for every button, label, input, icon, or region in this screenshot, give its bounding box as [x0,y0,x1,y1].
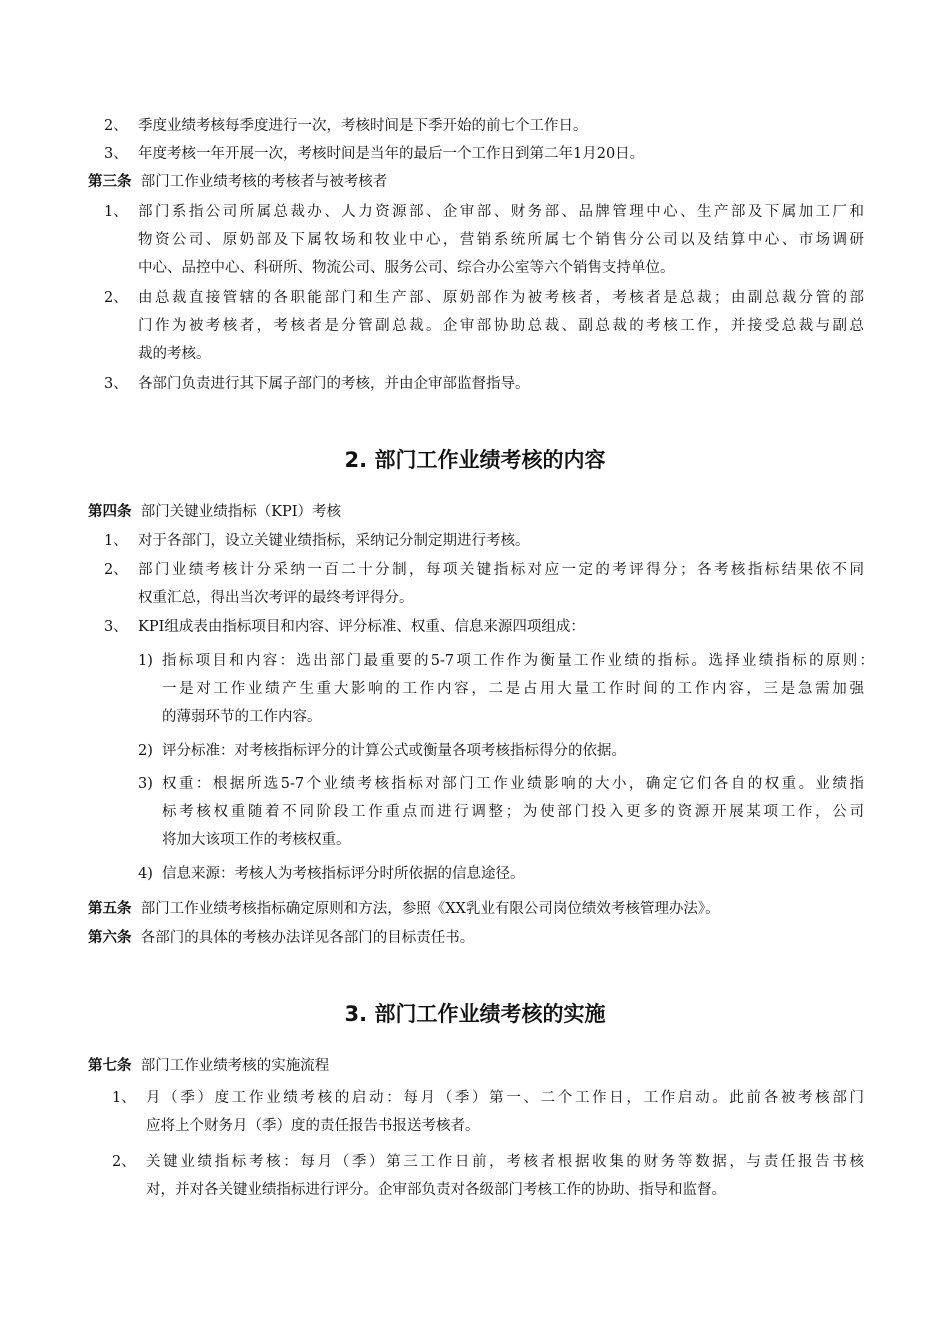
list-number: 2、 [112,1154,136,1170]
article-6 [88,928,474,948]
article-title: 部门关键业绩指标（KPI）考核 [140,504,342,520]
sublist-item-text: 评分标准：对考核指标评分的计算公式或衡量各项考核指标得分的依据。 [162,743,626,759]
list-item-text: 季度业绩考核每季度进行一次，考核时间是下季开始的前七个工作日。 [138,118,588,134]
article-label: 第七条 [88,1058,132,1074]
article-4 [88,502,341,522]
section-heading: 3. 部门工作业绩考核的实施 [344,1002,606,1026]
sublist-number: 4) [138,866,153,882]
sublist-item-text: 的薄弱环节的工作内容。 [162,709,322,725]
list-number: 2、 [104,118,128,134]
article-label: 第三条 [88,174,132,190]
article-title: 部门工作业绩考核的实施流程 [140,1058,330,1074]
list-item-text: 中心、品控中心、科研所、物流公司、服务公司、综合办公室等六个销售支持单位。 [138,260,675,276]
list-number: 1、 [104,204,128,220]
sublist-number: 2) [138,743,153,759]
list-item-text: 对于各部门，设立关键业绩指标，采纳记分制定期进行考核。 [138,533,530,549]
list-number: 2、 [104,562,128,578]
article-label: 第四条 [88,504,132,520]
article-7 [88,1056,329,1076]
list-number: 2、 [104,290,128,306]
list-item-text: 年度考核一年开展一次，考核时间是当年的最后一个工作日到第二年1月20日。 [138,146,645,162]
list-number: 1、 [104,533,128,549]
article-text: 部门工作业绩考核指标确定原则和方法，参照《XX乳业有限公司岗位绩效考核管理办法》。 [140,901,720,917]
list-item-text: 由总裁直接管辖的各职能部门和生产部、原奶部作为被考核者，考核者是总裁；由副总裁分管的部 [138,290,864,306]
list-item-text: 对，并对各关键业绩指标进行评分。企审部负责对各级部门考核工作的协助、指导和监督。 [146,1182,726,1198]
list-item-text: 月（季）度工作业绩考核的启动：每月（季）第一、二个工作日，工作启动。此前各被考核部门 [146,1090,864,1106]
sublist-item-text: 指标项目和内容：选出部门最重要的5-7项工作作为衡量工作业绩的指标。选择业绩指标的原则： [162,653,874,669]
list-item-text: 部门系指公司所属总裁办、人力资源部、企审部、财务部、品牌管理中心、生产部及下属加工厂和 [138,204,864,220]
list-item-text: 应将上个财务月（季）度的责任报告书报送考核者。 [146,1118,480,1134]
list-item-text: 部门业绩考核计分采纳一百二十分制，每项关键指标对应一定的考评得分；各考核指标结果依不同 [138,562,864,578]
list-number: 1、 [112,1090,136,1106]
sublist-item-text: 标考核权重随着不同阶段工作重点而进行调整；为使部门投入更多的资源开展某项工作，公司 [162,804,864,820]
section-heading: 2. 部门工作业绩考核的内容 [344,448,606,472]
list-item-text: 物资公司、原奶部及下属牧场和牧业中心，营销系统所属七个销售分公司以及结算中心、市场调研 [138,232,864,248]
list-number: 3、 [104,146,128,162]
list-item-text: KPI组成表由指标项目和内容、评分标准、权重、信息来源四项组成： [138,619,585,635]
article-text: 各部门的具体的考核办法详见各部门的目标责任书。 [140,930,475,946]
sublist-number: 1) [138,653,153,669]
list-item-text: 关键业绩指标考核：每月（季）第三工作日前，考核者根据收集的财务等数据，与责任报告书核 [146,1154,864,1170]
sublist-item-text: 一是对工作业绩产生重大影响的工作内容，二是占用大量工作时间的工作内容，三是急需加强 [162,681,864,697]
sublist-item-text: 信息来源：考核人为考核指标评分时所依据的信息途径。 [162,866,525,882]
list-item-text: 门作为被考核者，考核者是分管副总裁。企审部协助总裁、副总裁的考核工作，并接受总裁与副总 [138,318,864,334]
list-number: 3、 [104,376,128,392]
list-item-text: 权重汇总，得出当次考评的最终考评得分。 [138,590,414,606]
article-label: 第五条 [88,901,132,917]
article-3 [88,172,387,192]
list-item-text: 裁的考核。 [138,346,211,362]
list-item-text: 各部门负责进行其下属子部门的考核，并由企审部监督指导。 [138,376,530,392]
sublist-number: 3) [138,776,153,792]
sublist-item-text: 将加大该项工作的考核权重。 [162,832,351,848]
sublist-item-text: 权重：根据所选5-7个业绩考核指标对部门工作业绩影响的大小，确定它们各自的权重。业绩指 [162,776,864,792]
article-5 [88,899,720,919]
article-label: 第六条 [88,930,132,946]
list-number: 3、 [104,619,128,635]
article-title: 部门工作业绩考核的考核者与被考核者 [140,174,388,190]
